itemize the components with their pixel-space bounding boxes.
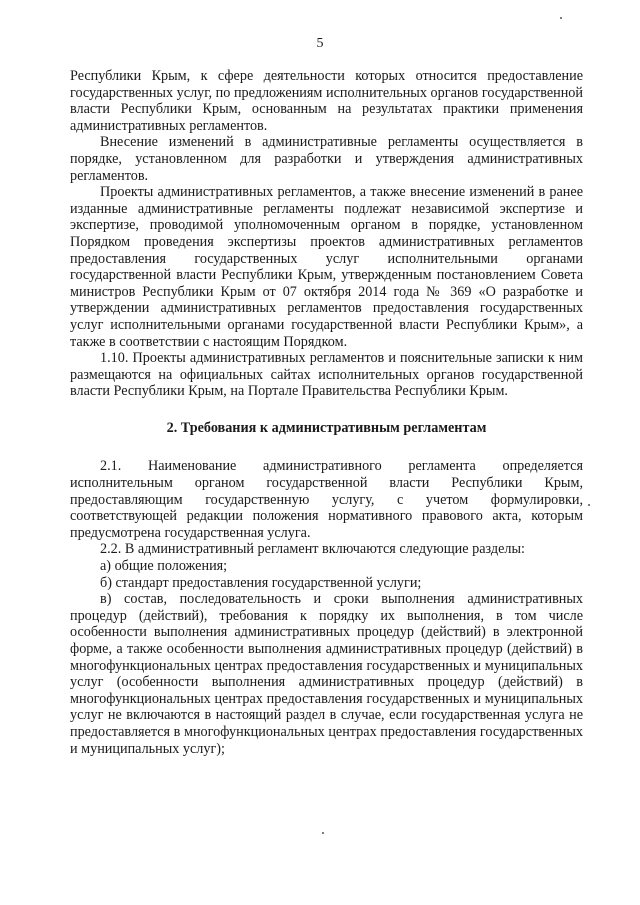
paragraph: 2.2. В административный регламент включаются следующие разделы:: [100, 541, 525, 558]
scan-speck: [322, 832, 324, 834]
paragraphs-after: [70, 458, 583, 757]
paragraph: Проекты административных регламентов, а также внесение изменений в ранее изданные административные регламенты подлежат независимой экспертизе и экспертизе, проводимой уполномоченным органом в порядке, установленном Порядком проведения экспертизы проектов административных регламентов предоставления государственных услуг исполнительными органами государственной власти Республики Крым, утвержденным постановлением Совета министров Республики Крым от 07 октября 2014 года № 369 «О разработке и утверждении административных регламентов предоставления государственных услуг исполнительными органами государственной власти Республики Крым», а также в соответствии с настоящим Порядком.: [70, 184, 583, 350]
paragraph: 2.1. Наименование административного регламента определяется исполнительным органом государственной власти Республики Крым, предоставляющим государственную услугу, с учетом формулировки, соответствующей редакции положения нормативного правового акта, которым предусмотрена государственная услуга.: [70, 458, 583, 541]
section-heading: 2. Требования к административным регламентам: [166, 419, 487, 436]
paragraphs-before: [70, 68, 583, 400]
paragraph: а) общие положения;: [100, 558, 228, 575]
page-number: 5: [316, 36, 324, 51]
paragraph: в) состав, последовательность и сроки выполнения административных процедур (действий), требования к порядку их выполнения, в том числе особенности выполнения административных процедур (действий) в электронной форме, а также особенности выполнения административных процедур (действий) в многофункциональных центрах предоставления государственных и муниципальных услуг (особенности выполнения административных процедур (действий) в многофункциональных центрах предоставления государственных и муниципальных услуг не включаются в настоящий раздел в случае, если государственная услуга не предоставляется в многофункциональных центрах предоставления государственных и муниципальных услуг);: [70, 591, 583, 757]
paragraph: б) стандарт предоставления государственной услуги;: [100, 574, 422, 591]
paragraph: Республики Крым, к сфере деятельности которых относится предоставление государственных услуг, по предложениям исполнительных органов государственной власти Республики Крым, основанным на результатах практики применения административных регламентов.: [70, 68, 583, 134]
paragraph: 1.10. Проекты административных регламентов и пояснительные записки к ним размещаются на официальных сайтах исполнительных органов государственной власти Республики Крым, на Портале Правительства Республики Крым.: [70, 350, 583, 400]
paragraph: Внесение изменений в административные регламенты осуществляется в порядке, установленном для разработки и утверждения административных регламентов.: [70, 134, 583, 184]
document-body: [70, 68, 583, 757]
scan-speck: [588, 504, 590, 506]
scan-speck: [560, 17, 562, 19]
